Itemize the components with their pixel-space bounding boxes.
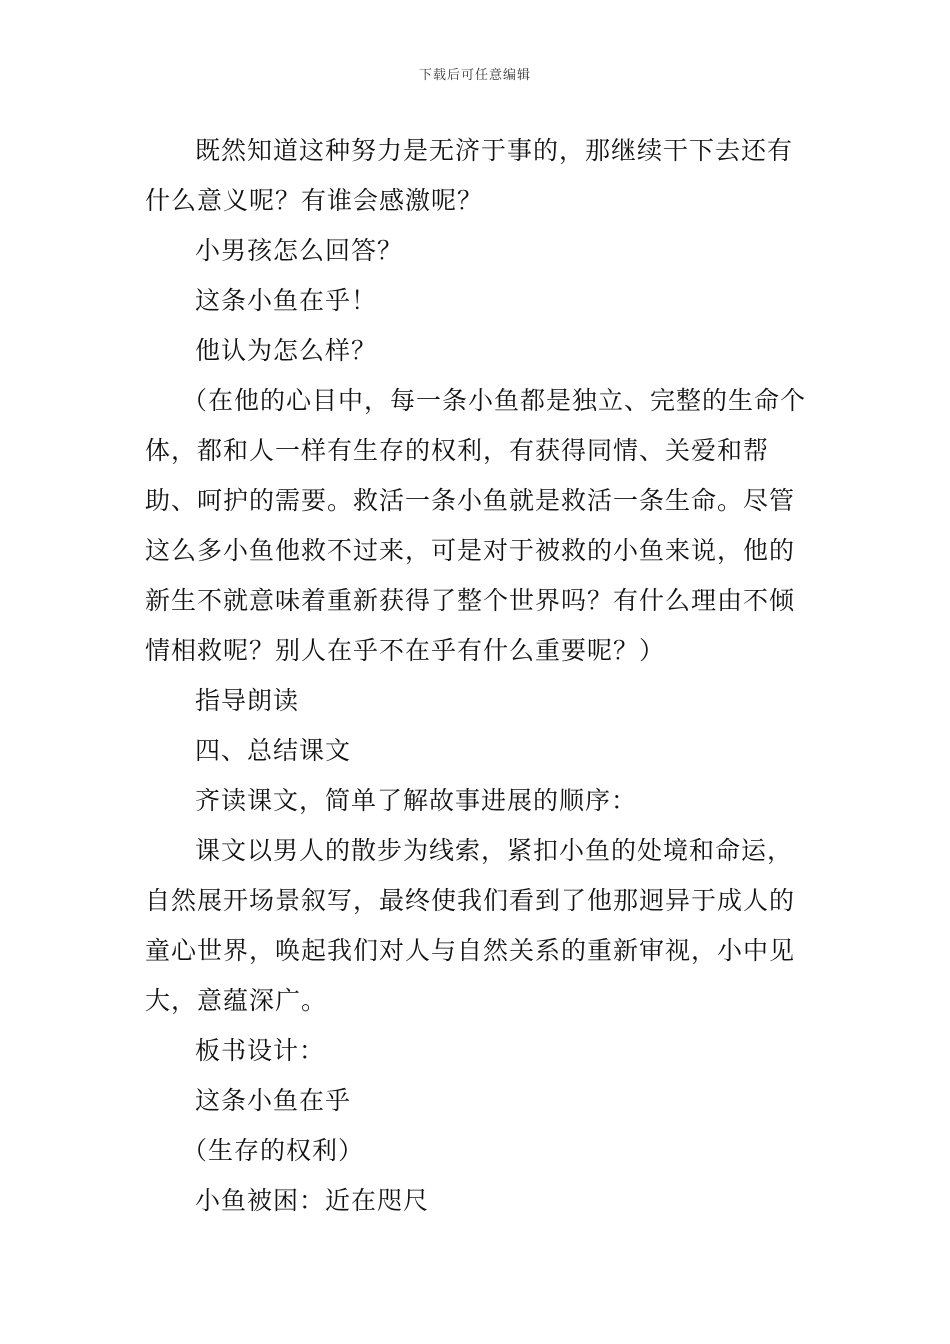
paragraph-board-title: 这条小鱼在乎 [195, 1086, 352, 1115]
section-heading-summary: 四、总结课文 [195, 736, 352, 765]
paragraph-board-right: （生存的权利） [182, 1136, 365, 1165]
paragraph-board-trapped: 小鱼被困：近在咫尺 [195, 1186, 430, 1215]
paragraph-boy-answer-question: 小男孩怎么回答？ [195, 236, 404, 265]
paragraph-question: 既然知道这种努力是无济于事的，那继续干下去还有什么意义呢？有谁会感激呢？ [145, 136, 794, 215]
paragraph-what-he-thinks: 他认为怎么样？ [195, 336, 378, 365]
paragraph-explanation: （在他的心目中，每一条小鱼都是独立、完整的生命个体，都和人一样有生存的权利，有获得同情、关爱和帮助、呵护的需要。救活一条小鱼就是救活一条生命。尽管这么多小鱼他救不过来，可是对于被救的小鱼来说，他的新生不就意味着重新获得了整个世界吗？有什么理由不倾情相救呢？别人在乎不在乎有什么重要呢？） [145, 386, 807, 665]
paragraph-read-aloud: 齐读课文，简单了解故事进展的顺序： [195, 786, 638, 815]
paragraph-guided-reading: 指导朗读 [195, 686, 300, 715]
page-header: 下载后可任意编辑 [418, 68, 531, 83]
paragraph-blackboard-design: 板书设计： [195, 1036, 326, 1065]
paragraph-summary: 课文以男人的散步为线索，紧扣小鱼的处境和命运，自然展开场景叙写，最终使我们看到了他那迥异于成人的童心世界，唤起我们对人与自然关系的重新审视，小中见大，意蕴深广。 [145, 836, 796, 1015]
document-body [145, 126, 810, 1226]
paragraph-fish-cares: 这条小鱼在乎！ [195, 286, 378, 315]
